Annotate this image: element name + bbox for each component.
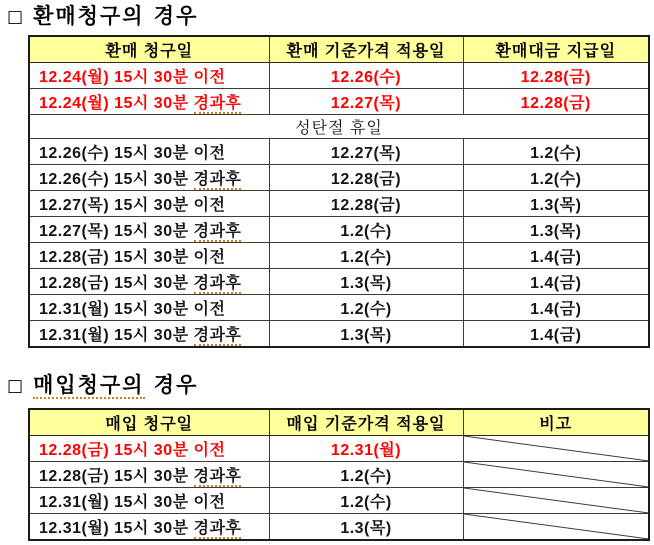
- table-cell: 1.2(수): [269, 217, 463, 243]
- diagonal-line-icon: [464, 462, 649, 487]
- table-cell: 12.28(금) 15시 30분 경과후: [29, 269, 269, 295]
- table-row: [29, 217, 649, 243]
- table-cell: 1.2(수): [463, 165, 649, 191]
- table-row: [29, 115, 649, 139]
- table-cell: 12.24(월) 15시 30분 이전: [29, 63, 269, 89]
- holiday-note-cell: 성탄절 휴일: [29, 115, 649, 139]
- purchase-title-underlined: 매입청구의: [33, 372, 145, 397]
- column-header: 비고: [463, 409, 649, 436]
- purchase-section: [0, 372, 654, 541]
- table-cell: 1.2(수): [269, 488, 463, 514]
- table-cell: 12.26(수) 15시 30분 경과후: [29, 165, 269, 191]
- table-cell: 1.2(수): [269, 295, 463, 321]
- diagonal-line-icon: [464, 514, 649, 539]
- table-cell: 1.3(목): [269, 514, 463, 541]
- table-cell: 1.4(금): [463, 295, 649, 321]
- table-row: [29, 488, 649, 514]
- spellcheck-underlined-word: 경과후: [193, 468, 242, 485]
- table-cell: 12.31(월) 15시 30분 경과후: [29, 514, 269, 541]
- table-cell: 12.27(목): [269, 89, 463, 115]
- redemption-section: [0, 3, 654, 348]
- table-cell: 1.3(목): [269, 269, 463, 295]
- table-cell: 12.27(목): [269, 139, 463, 165]
- purchase-header-row: [29, 409, 649, 436]
- column-header: 매입 청구일: [29, 409, 269, 436]
- table-cell: 12.24(월) 15시 30분 경과후: [29, 89, 269, 115]
- redemption-title-text: 환매청구의 경우: [33, 3, 199, 28]
- table-cell: 12.31(월) 15시 30분 이전: [29, 488, 269, 514]
- column-header: 매입 기준가격 적용일: [269, 409, 463, 436]
- column-header: 환매대금 지급일: [463, 36, 649, 63]
- table-cell: 1.4(금): [463, 321, 649, 348]
- checkbox-bullet-icon: □: [7, 7, 24, 27]
- diagonal-slash-cell: [463, 436, 649, 462]
- spellcheck-underlined-word: 경과후: [193, 171, 242, 188]
- table-row: [29, 139, 649, 165]
- diagonal-slash-cell: [463, 462, 649, 488]
- table-row: [29, 462, 649, 488]
- column-header: 환매 기준가격 적용일: [269, 36, 463, 63]
- table-cell: 12.28(금) 15시 30분 이전: [29, 243, 269, 269]
- diagonal-slash-cell: [463, 488, 649, 514]
- purchase-title-text: 경우: [144, 372, 199, 397]
- table-row: [29, 269, 649, 295]
- diagonal-line-icon: [464, 488, 649, 513]
- table-row: [29, 63, 649, 89]
- table-cell: 1.2(수): [463, 139, 649, 165]
- table-cell: 12.27(목) 15시 30분 경과후: [29, 217, 269, 243]
- redemption-table: [28, 35, 650, 348]
- table-cell: 12.26(수) 15시 30분 이전: [29, 139, 269, 165]
- table-cell: 1.4(금): [463, 243, 649, 269]
- table-cell: 12.28(금) 15시 30분 경과후: [29, 462, 269, 488]
- table-cell: 1.3(목): [463, 217, 649, 243]
- table-row: [29, 191, 649, 217]
- checkbox-bullet-icon: □: [7, 376, 24, 396]
- redemption-section-title: [7, 3, 654, 30]
- redemption-header-row: [29, 36, 649, 63]
- purchase-section-title: [7, 372, 654, 399]
- table-cell: 1.3(목): [269, 321, 463, 348]
- table-cell: 12.28(금): [463, 89, 649, 115]
- table-row: [29, 321, 649, 348]
- table-cell: 12.31(월): [269, 436, 463, 462]
- table-row: [29, 243, 649, 269]
- table-cell: 12.31(월) 15시 30분 경과후: [29, 321, 269, 348]
- table-cell: 12.27(목) 15시 30분 이전: [29, 191, 269, 217]
- table-cell: 12.28(금) 15시 30분 이전: [29, 436, 269, 462]
- spellcheck-underlined-word: 경과후: [193, 223, 242, 240]
- purchase-table: [28, 408, 650, 541]
- table-cell: 1.2(수): [269, 462, 463, 488]
- table-cell: 12.28(금): [463, 63, 649, 89]
- table-row: [29, 514, 649, 541]
- table-cell: 1.3(목): [463, 191, 649, 217]
- table-row: [29, 436, 649, 462]
- table-cell: 1.4(금): [463, 269, 649, 295]
- spellcheck-underlined-word: 경과후: [193, 95, 242, 112]
- table-row: [29, 165, 649, 191]
- column-header: 환매 청구일: [29, 36, 269, 63]
- spellcheck-underlined-word: 경과후: [193, 327, 242, 344]
- spellcheck-underlined-word: 경과후: [193, 275, 242, 292]
- diagonal-line-icon: [464, 436, 649, 461]
- spellcheck-underlined-word: 경과후: [193, 520, 242, 537]
- table-cell: 1.2(수): [269, 243, 463, 269]
- table-cell: 12.31(월) 15시 30분 이전: [29, 295, 269, 321]
- table-cell: 12.28(금): [269, 165, 463, 191]
- table-row: [29, 89, 649, 115]
- diagonal-slash-cell: [463, 514, 649, 541]
- table-cell: 12.28(금): [269, 191, 463, 217]
- table-row: [29, 295, 649, 321]
- table-cell: 12.26(수): [269, 63, 463, 89]
